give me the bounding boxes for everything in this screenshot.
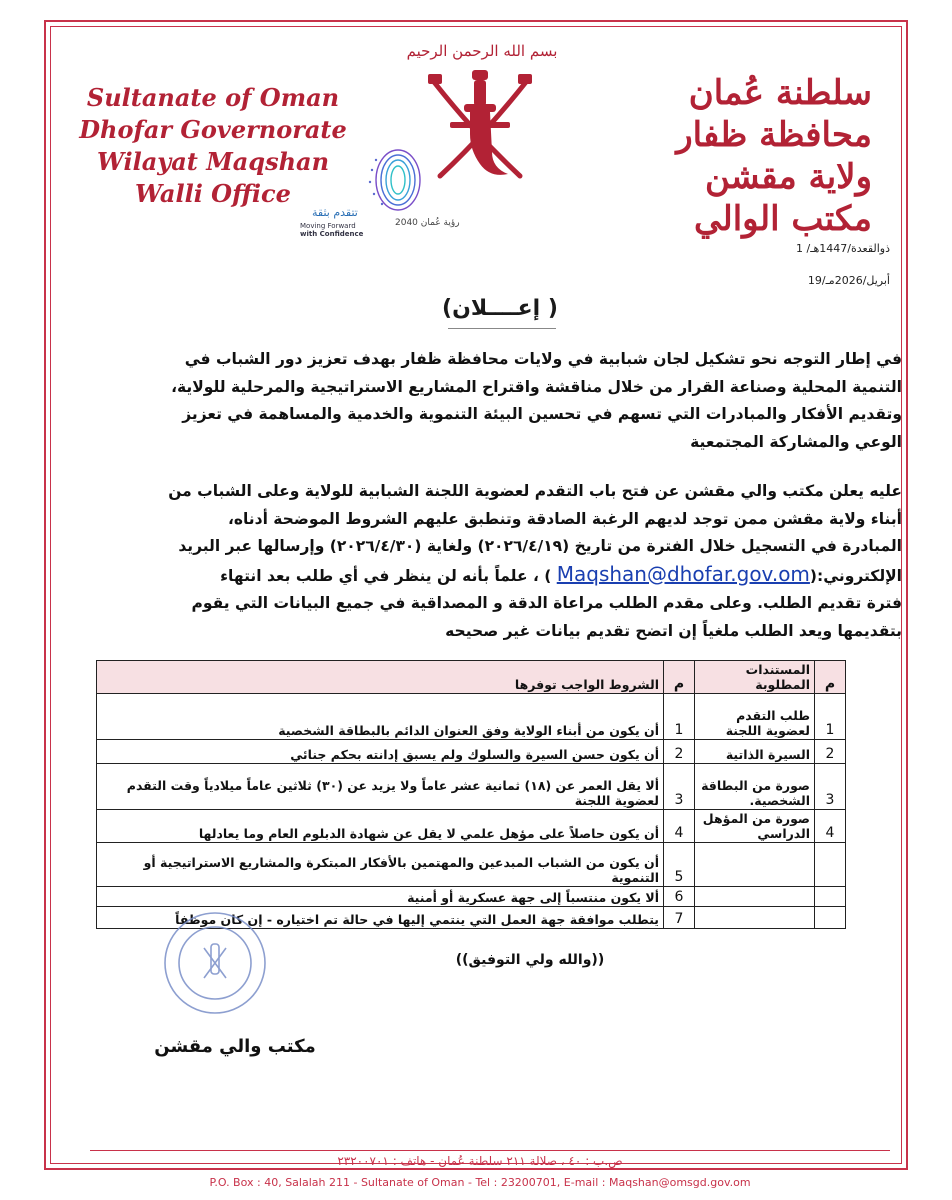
doc-cell	[695, 907, 815, 929]
cond-cell: يتطلب موافقة جهة العمل التي ينتمي إليها في حالة تم اختياره - إن كان موظفاً	[97, 907, 664, 929]
office-signature: مكتب والي مقشن	[154, 1036, 316, 1057]
cond-cell: أن يكون حاصلاً على مؤهل علمي لا يقل عن شهادة الدبلوم العام وما يعادلها	[97, 810, 664, 843]
footer-english: P.O. Box : 40, Salalah 211 - Sultanate of Oman - Tel : 23200701, E-mail : Maqshan@omsgd.gov.om	[209, 1176, 751, 1189]
en-line-3: Wilayat Maqshan	[96, 147, 330, 176]
cond-cell: أن يكون من الشباب المبدعين والمهتمين بالأفكار المبتكرة والمشاريع الاستراتيجية أو التنموية	[97, 843, 664, 887]
doc-number: 1	[815, 694, 846, 740]
ar-line-3: ولاية مقشن	[705, 157, 872, 197]
cond-cell: ألا يكون منتسباً إلى جهة عسكرية أو أمنية	[97, 887, 664, 907]
intro-line-2: التنمية المحلية وصناعة القرار من خلال مناقشة واقتراح المشاريع الاستراتيجية والمرحلية للولاية،	[171, 377, 902, 396]
closing-phrase: ((والله ولي التوفيق))	[455, 952, 605, 968]
body-line-6: بتقديمها ويعد الطلب ملغياً إن اتضح تقديم بيانات غير صحيحه	[445, 621, 902, 640]
cond-number: 7	[664, 907, 695, 929]
vision-arabic: رؤية عُمان 2040	[395, 218, 460, 228]
body-line-2: أبناء ولاية مقشن ممن توجد لديهم الرغبة الصادقة وتنطبق عليهم الشروط الموضحة أدناه،	[227, 509, 902, 528]
email-link[interactable]: Maqshan@dhofar.gov.om	[556, 561, 810, 586]
email-suffix: ) ، علماً بأنه لن ينظر في أي طلب بعد انتهاء	[220, 566, 557, 585]
doc-cell: طلب التقدم لعضوية اللجنة	[695, 694, 815, 740]
cond-number: 2	[664, 740, 695, 764]
table-row	[97, 887, 846, 907]
cond-cell: أن يكون حسن السيرة والسلوك ولم يسبق إدانته بحكم جنائي	[97, 740, 664, 764]
svg-text:تتقدم بثقة: تتقدم بثقة	[312, 206, 358, 219]
doc-cell: صورة من المؤهل الدراسي	[695, 810, 815, 843]
en-line-1: Sultanate of Oman	[86, 83, 340, 112]
cond-number: 1	[664, 694, 695, 740]
vision-slogan-1: Moving Forward	[300, 222, 356, 230]
hijri-date: 1 /ذوالقعدة/1447هـ	[796, 242, 890, 255]
en-line-2: Dhofar Governorate	[79, 115, 347, 144]
official-stamp-icon	[160, 908, 270, 1018]
gregorian-date: 19/أبريل/2026مـ	[807, 274, 890, 287]
header-conditions: الشروط الواجب توفرها	[97, 661, 664, 694]
doc-number: 4	[815, 810, 846, 843]
footer-arabic: ص.ب : ٤٠ ، صلالة ٢١١ سلطنة عُمان - هاتف : ٢٣٢٠٠٧٠١	[337, 1154, 623, 1168]
letterhead-arabic	[612, 72, 872, 240]
intro-line-1: في إطار التوجه نحو تشكيل لجان شبابية في ولايات محافظة ظفار بهدف تعزيز دور الشباب في	[184, 350, 902, 368]
intro-line-4: الوعي والمشاركة المجتمعية	[690, 432, 902, 451]
cond-number: 4	[664, 810, 695, 843]
announcement-title: (إعــــلان )	[442, 296, 558, 321]
doc-number: 2	[815, 740, 846, 764]
table-row	[97, 843, 846, 887]
cond-number: 6	[664, 887, 695, 907]
table-row	[97, 694, 846, 740]
en-line-4: Walli Office	[135, 179, 291, 208]
doc-number: 3	[815, 764, 846, 810]
announcement-paragraph	[90, 478, 902, 645]
cond-cell: أن يكون من أبناء الولاية وفق العنوان الدائم بالبطاقة الشخصية	[97, 694, 664, 740]
cond-number: 3	[664, 764, 695, 810]
doc-number-empty	[815, 843, 846, 887]
body-line-3: المبادرة في التسجيل خلال الفترة من تاريخ (٢٠٢٦/٤/١٩) ولغاية (٢٠٢٦/٤/٣٠) وإرسالها عبر البريد	[178, 537, 902, 555]
doc-number-empty	[815, 907, 846, 929]
cond-cell: ألا يقل العمر عن (١٨) ثمانية عشر عاماً ولا يزيد عن (٣٠) ثلاثين عاماً ميلادياً وقت التقدم لعضوية اللجنة	[97, 764, 664, 810]
doc-cell: السيرة الذاتية	[695, 740, 815, 764]
table-header-row	[97, 661, 846, 694]
basmala: بسم الله الرحمن الرحيم	[406, 42, 558, 60]
vision-slogan-2: with Confidence	[300, 230, 364, 238]
body-line-1: عليه يعلن مكتب والي مقشن عن فتح باب التقدم لعضوية اللجنة الشبابية للولاية وعلى الشباب من	[168, 482, 902, 500]
table-row	[97, 810, 846, 843]
header-documents: المستندات المطلوبة	[695, 661, 815, 694]
requirements-table	[96, 660, 846, 929]
body-line-4	[90, 561, 902, 591]
email-prefix: الإلكتروني:(	[809, 566, 902, 585]
intro-line-3: وتقديم الأفكار والمبادرات التي تسهم في تحسين البيئة التنموية والخدمية والمساهمة في تعزيز	[182, 405, 902, 423]
ar-line-1: سلطنة عُمان	[688, 73, 872, 113]
doc-cell	[695, 887, 815, 907]
ar-line-2: محافظة ظفار	[676, 115, 872, 155]
ar-line-4: مكتب الوالي	[694, 199, 872, 239]
header-num-2: م	[664, 661, 695, 694]
cond-number: 5	[664, 843, 695, 887]
doc-number-empty	[815, 887, 846, 907]
title-underline	[448, 328, 556, 329]
doc-cell: صورة من البطاقة الشخصية.	[695, 764, 815, 810]
table-row	[97, 740, 846, 764]
table-row	[97, 764, 846, 810]
doc-cell	[695, 843, 815, 887]
footer-divider	[90, 1150, 890, 1151]
header-num: م	[815, 661, 846, 694]
intro-paragraph	[90, 346, 902, 456]
body-line-5: فترة تقديم الطلب. وعلى مقدم الطلب مراعاة الدقة و المصداقية في جميع البيانات التي يقوم	[191, 594, 902, 612]
